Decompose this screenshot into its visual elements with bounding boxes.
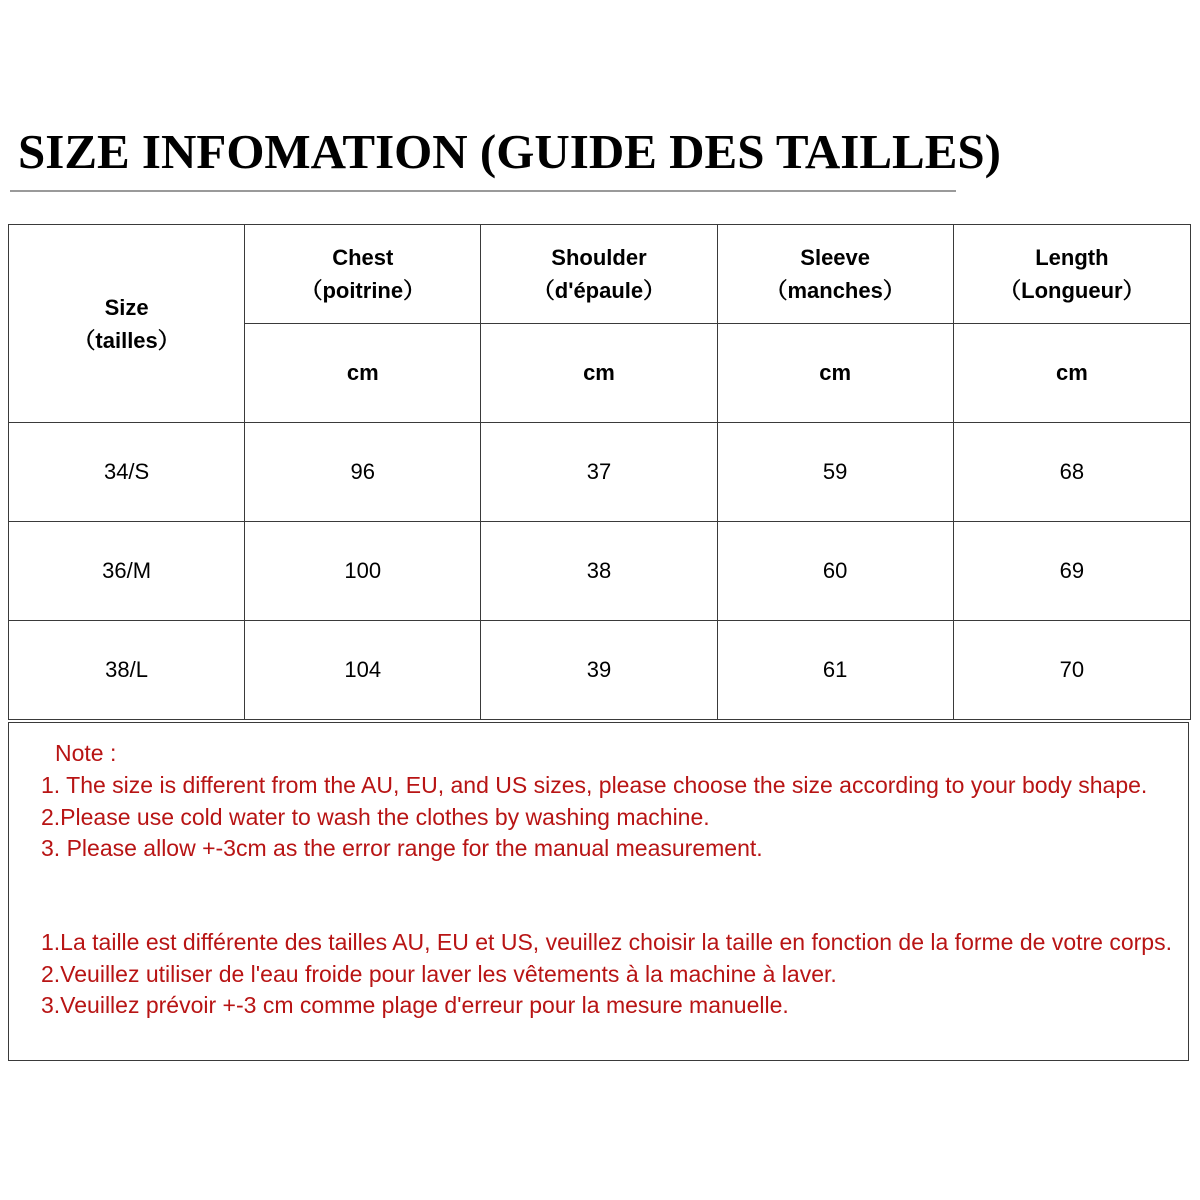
column-label: Length: [1035, 245, 1109, 270]
unit-cell: cm: [481, 324, 717, 423]
column-sub: （d'épaule）: [532, 278, 666, 303]
notes-french: [41, 927, 1181, 1022]
note-line: 3. Please allow +-3cm as the error range for the manual measurement.: [41, 835, 763, 861]
column-header-chest: [245, 225, 481, 324]
size-header-sub: （tailles）: [73, 327, 180, 353]
note-line: 3.Veuillez prévoir +-3 cm comme plage d'erreur pour la mesure manuelle.: [41, 992, 789, 1018]
size-header-label: Size: [104, 294, 149, 320]
value-cell: 96: [245, 423, 481, 522]
column-label: Sleeve: [800, 245, 871, 270]
table-row: [9, 621, 1191, 720]
note-line: 2.Veuillez utiliser de l'eau froide pour laver les vêtements à la machine à laver.: [41, 960, 837, 987]
value-cell: 59: [717, 423, 953, 522]
column-sub: （Longueur）: [999, 278, 1145, 303]
title-divider: [10, 190, 956, 192]
column-header-shoulder: [481, 225, 717, 324]
value-cell: 68: [953, 423, 1190, 522]
unit-cell: cm: [953, 324, 1190, 423]
notes-english: [41, 770, 1181, 865]
value-cell: 61: [717, 621, 953, 720]
table-row: [9, 522, 1191, 621]
column-header-length: [953, 225, 1190, 324]
column-sub: （manches）: [765, 278, 905, 303]
page-title: SIZE INFOMATION (GUIDE DES TAILLES): [18, 124, 1001, 179]
column-label: Shoulder: [551, 245, 647, 270]
column-header-sleeve: [717, 225, 953, 324]
value-cell: 70: [953, 621, 1190, 720]
column-label: Chest: [332, 245, 394, 270]
note-line: 2.Please use cold water to wash the clothes by washing machine.: [41, 803, 710, 830]
note-label: Note :: [55, 740, 117, 766]
unit-cell: cm: [717, 324, 953, 423]
size-cell: 34/S: [9, 423, 245, 522]
notes-box: [8, 722, 1189, 1061]
note-line: 1.La taille est différente des tailles AU, EU et US, veuillez choisir la taille en fonction de la forme de votre corps.: [41, 929, 1172, 955]
value-cell: 60: [717, 522, 953, 621]
unit-cell: cm: [245, 324, 481, 423]
size-cell: 38/L: [9, 621, 245, 720]
size-header-cell: [9, 225, 245, 423]
column-sub: （poitrine）: [300, 278, 426, 303]
value-cell: 37: [481, 423, 717, 522]
value-cell: 39: [481, 621, 717, 720]
value-cell: 100: [245, 522, 481, 621]
size-cell: 36/M: [9, 522, 245, 621]
value-cell: 69: [953, 522, 1190, 621]
table-header-row: [9, 225, 1191, 324]
value-cell: 104: [245, 621, 481, 720]
note-line: 1. The size is different from the AU, EU, and US sizes, please choose the size according to your body shape.: [41, 772, 1148, 798]
value-cell: 38: [481, 522, 717, 621]
size-table: [8, 224, 1191, 720]
table-row: [9, 423, 1191, 522]
